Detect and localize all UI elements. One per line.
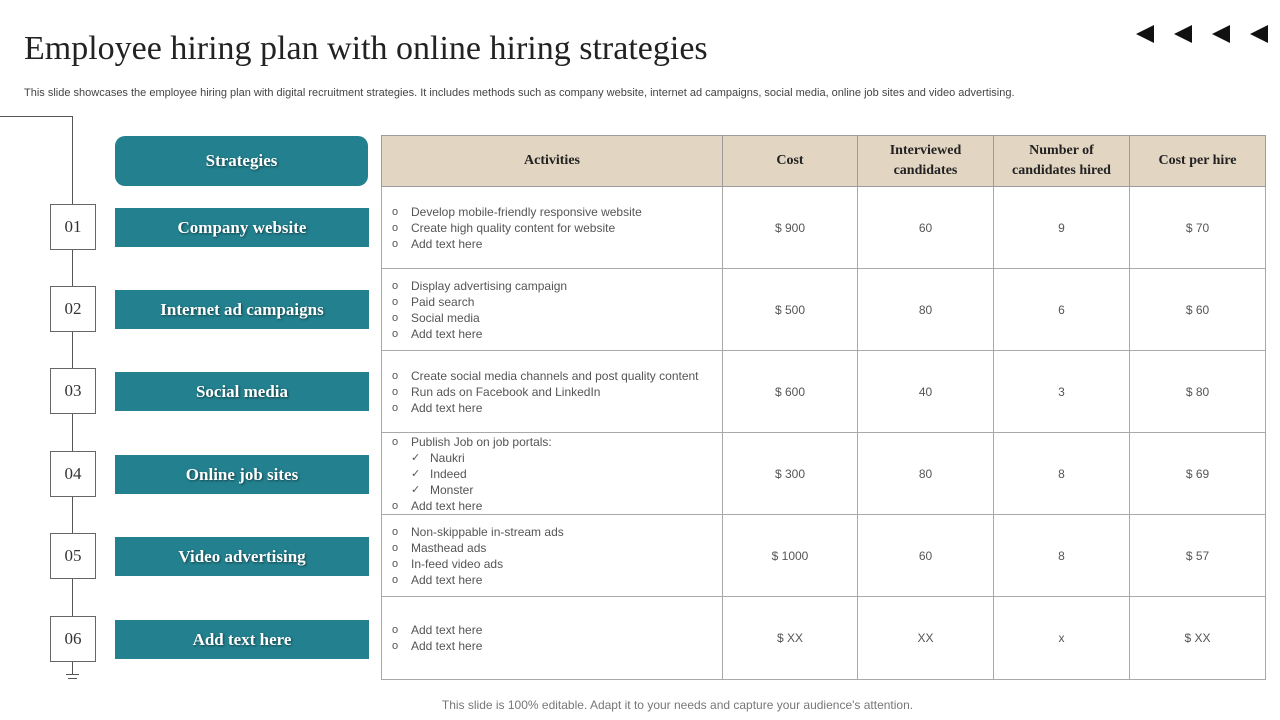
nav-arrows — [1132, 22, 1272, 46]
step-number: 03 — [50, 368, 96, 414]
bullet-marker: o — [392, 295, 399, 308]
bullet-text: Masthead ads — [411, 540, 487, 555]
bullet-marker: o — [392, 499, 399, 512]
bullet-text: Add text here — [411, 236, 483, 251]
table-row — [382, 515, 1266, 597]
list-item — [392, 572, 712, 588]
list-item — [392, 450, 712, 466]
activities-cell — [382, 269, 723, 351]
bullet-text: Monster — [430, 482, 474, 497]
activities-cell — [382, 351, 723, 433]
bullet-text: Add text here — [411, 572, 483, 587]
hired-cell: 3 — [994, 351, 1130, 433]
hiring-plan-table — [381, 135, 1266, 680]
bullet-text: In-feed video ads — [411, 556, 504, 571]
table-header-row — [382, 136, 1266, 187]
arrow-left-icon[interactable] — [1170, 22, 1196, 46]
bullet-text: Create social media channels and post quality content — [411, 368, 699, 383]
list-item — [392, 278, 712, 294]
list-item — [392, 220, 712, 236]
cost-cell: $ XX — [723, 597, 858, 680]
bullet-text: Add text here — [411, 639, 483, 653]
step-number: 05 — [50, 533, 96, 579]
bullet-marker: o — [392, 401, 399, 414]
hired-cell: 8 — [994, 433, 1130, 515]
strategy-label: Company website — [115, 208, 369, 247]
list-item — [392, 204, 712, 220]
strategy-label: Online job sites — [115, 455, 369, 494]
list-item — [392, 540, 712, 556]
slide-title: Employee hiring plan with online hiring strategies — [24, 30, 708, 67]
list-item — [392, 638, 712, 654]
cost-cell: $ 1000 — [723, 515, 858, 597]
bullet-text: Naukri — [430, 450, 465, 465]
cost-per-hire-cell: $ 80 — [1130, 351, 1266, 433]
timeline-line — [0, 116, 73, 117]
list-item — [392, 384, 712, 400]
step-number: 02 — [50, 286, 96, 332]
cost-per-hire-cell: $ 60 — [1130, 269, 1266, 351]
list-item — [392, 310, 712, 326]
activities-cell — [382, 187, 723, 269]
list-item — [392, 622, 712, 638]
bullet-text: Paid search — [411, 294, 475, 309]
bullet-text: Indeed — [430, 466, 467, 481]
bullet-marker: o — [392, 435, 399, 448]
arrow-left-icon[interactable] — [1208, 22, 1234, 46]
arrow-left-icon[interactable] — [1132, 22, 1158, 46]
cost-cell: $ 900 — [723, 187, 858, 269]
list-item — [392, 368, 712, 384]
column-header: Number of candidates hired — [994, 136, 1130, 187]
bullet-marker: o — [392, 311, 399, 324]
interviewed-cell: XX — [858, 597, 994, 680]
hired-cell: 6 — [994, 269, 1130, 351]
step-number: 04 — [50, 451, 96, 497]
cost-per-hire-cell: $ 57 — [1130, 515, 1266, 597]
timeline-end-mark — [68, 678, 77, 679]
interviewed-cell: 60 — [858, 515, 994, 597]
bullet-text: Develop mobile-friendly responsive website — [411, 204, 642, 219]
list-item — [392, 326, 712, 342]
bullet-marker: o — [392, 369, 399, 382]
cost-cell: $ 600 — [723, 351, 858, 433]
strategy-label: Video advertising — [115, 537, 369, 576]
bullet-marker: o — [392, 279, 399, 292]
table-row — [382, 187, 1266, 269]
interviewed-cell: 80 — [858, 269, 994, 351]
cost-cell: $ 300 — [723, 433, 858, 515]
check-icon: ✓ — [411, 451, 421, 464]
bullet-marker: o — [392, 624, 399, 636]
interviewed-cell: 80 — [858, 433, 994, 515]
bullet-marker: o — [392, 221, 399, 234]
bullet-marker: o — [392, 525, 399, 538]
list-item — [392, 434, 712, 450]
step-number: 06 — [50, 616, 96, 662]
cost-cell: $ 500 — [723, 269, 858, 351]
bullet-marker: o — [392, 385, 399, 398]
step-number: 01 — [50, 204, 96, 250]
cost-per-hire-cell: $ 69 — [1130, 433, 1266, 515]
list-item — [392, 236, 712, 252]
list-item — [392, 400, 712, 416]
bullet-marker: o — [392, 557, 399, 570]
list-item — [392, 466, 712, 482]
bullet-marker: o — [392, 541, 399, 554]
list-item — [392, 482, 712, 498]
bullet-text: Add text here — [411, 498, 483, 513]
check-icon: ✓ — [411, 467, 421, 480]
activities-cell — [382, 597, 723, 680]
column-header: Interviewed candidates — [858, 136, 994, 187]
table-row — [382, 433, 1266, 515]
strategies-header: Strategies — [115, 136, 368, 186]
list-item — [392, 498, 712, 514]
strategy-label: Internet ad campaigns — [115, 290, 369, 329]
table-row — [382, 269, 1266, 351]
bullet-text: Non-skippable in-stream ads — [411, 524, 564, 539]
bullet-text: Run ads on Facebook and LinkedIn — [411, 384, 601, 399]
column-header: Cost per hire — [1130, 136, 1266, 187]
bullet-marker: o — [392, 237, 399, 250]
bullet-text: Create high quality content for website — [411, 220, 616, 235]
cost-per-hire-cell: $ XX — [1130, 597, 1266, 680]
activities-cell — [382, 515, 723, 597]
bullet-text: Add text here — [411, 326, 483, 341]
hired-cell: x — [994, 597, 1130, 680]
bullet-text: Display advertising campaign — [411, 278, 568, 293]
hired-cell: 8 — [994, 515, 1130, 597]
interviewed-cell: 40 — [858, 351, 994, 433]
table-row — [382, 351, 1266, 433]
bullet-text: Add text here — [411, 623, 483, 637]
bullet-text: Add text here — [411, 400, 483, 415]
table-row — [382, 597, 1266, 680]
bullet-text: Social media — [411, 310, 480, 325]
strategy-label: Add text here — [115, 620, 369, 659]
bullet-marker: o — [392, 573, 399, 586]
column-header: Activities — [382, 136, 723, 187]
bullet-text: Publish Job on job portals: — [411, 434, 552, 449]
slide-subtitle: This slide showcases the employee hiring plan with digital recruitment strategies. It includes methods such as company website, internet ad campaigns, social media, online job sites and video advertising. — [24, 87, 1015, 99]
bullet-marker: o — [392, 327, 399, 340]
timeline-end-mark — [66, 674, 79, 675]
list-item — [392, 556, 712, 572]
bullet-marker: o — [392, 640, 399, 652]
interviewed-cell: 60 — [858, 187, 994, 269]
activities-cell — [382, 433, 723, 515]
list-item — [392, 294, 712, 310]
hired-cell: 9 — [994, 187, 1130, 269]
strategy-label: Social media — [115, 372, 369, 411]
bullet-marker: o — [392, 205, 399, 218]
arrow-left-icon[interactable] — [1246, 22, 1272, 46]
cost-per-hire-cell: $ 70 — [1130, 187, 1266, 269]
check-icon: ✓ — [411, 483, 421, 496]
column-header: Cost — [723, 136, 858, 187]
slide-footer: This slide is 100% editable. Adapt it to your needs and capture your audience's attention. — [441, 698, 914, 712]
list-item — [392, 524, 712, 540]
